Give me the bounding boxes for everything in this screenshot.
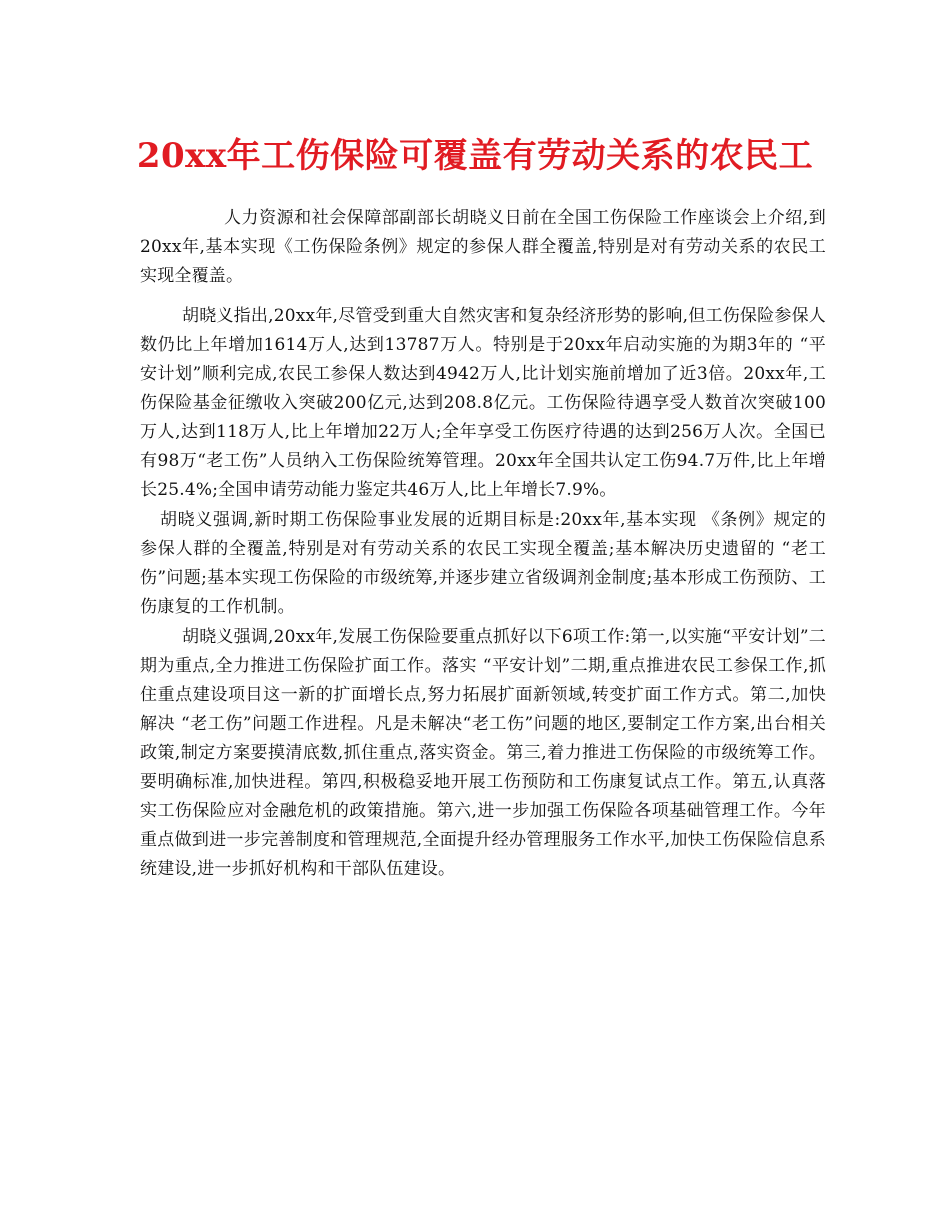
document-body — [140, 204, 826, 884]
document-title: 20xx年工伤保险可覆盖有劳动关系的农民工 — [136, 136, 814, 176]
paragraph-3: 胡晓义强调,新时期工伤保险事业发展的近期目标是:20xx年,基本实现 《条例》规定的参保人群的全覆盖,特别是对有劳动关系的农民工实现全覆盖;基本解决历史遗留的 “老工伤”问题;基本实现工伤保险的市级统筹,并逐步建立省级调剂金制度;基本形成工伤预防、工伤康复的工作机制。 — [140, 510, 826, 617]
paragraph-4: 胡晓义强调,20xx年,发展工伤保险要重点抓好以下6项工作:第一,以实施“平安计划”二期为重点,全力推进工伤保险扩面工作。落实 “平安计划”二期,重点推进农民工参保工作,抓住重点建设项目这一新的扩面增长点,努力拓展扩面新领域,转变扩面工作方式。第二,加快解决 “老工伤”问题工作进程。凡是未解决“老工伤”问题的地区,要制定工作方案,出台相关政策,制定方案要摸清底数,抓住重点,落实资金。第三,着力推进工伤保险的市级统筹工作。要明确标准,加快进程。第四,积极稳妥地开展工伤预防和工伤康复试点工作。第五,认真落实工伤保险应对金融危机的政策措施。第六,进一步加强工伤保险各项基础管理工作。今年重点做到进一步完善制度和管理规范,全面提升经办管理服务工作水平,加快工伤保险信息系统建设,进一步抓好机构和干部队伍建设。 — [140, 627, 826, 879]
paragraph-2: 胡晓义指出,20xx年,尽管受到重大自然灾害和复杂经济形势的影响,但工伤保险参保人数仍比上年增加1614万人,达到13787万人。特别是于20xx年启动实施的为期3年的 “平安计划”顺利完成,农民工参保人数达到4942万人,比计划实施前增加了近3倍。20xx年,工伤保险基金征缴收入突破200亿元,达到208.8亿元。工伤保险待遇享受人数首次突破100万人,达到118万人,比上年增加22万人;全年享受工伤医疗待遇的达到256万人次。全国已有98万“老工伤”人员纳入工伤保险统筹管理。20xx年全国共认定工伤94.7万件,比上年增长25.4%;全国申请劳动能力鉴定共46万人,比上年增长7.9%。 — [140, 306, 826, 500]
paragraph-1: 人力资源和社会保障部副部长胡晓义日前在全国工伤保险工作座谈会上介绍,到20xx年,基本实现《工伤保险条例》规定的参保人群全覆盖,特别是对有劳动关系的农民工实现全覆盖。 — [140, 208, 826, 286]
